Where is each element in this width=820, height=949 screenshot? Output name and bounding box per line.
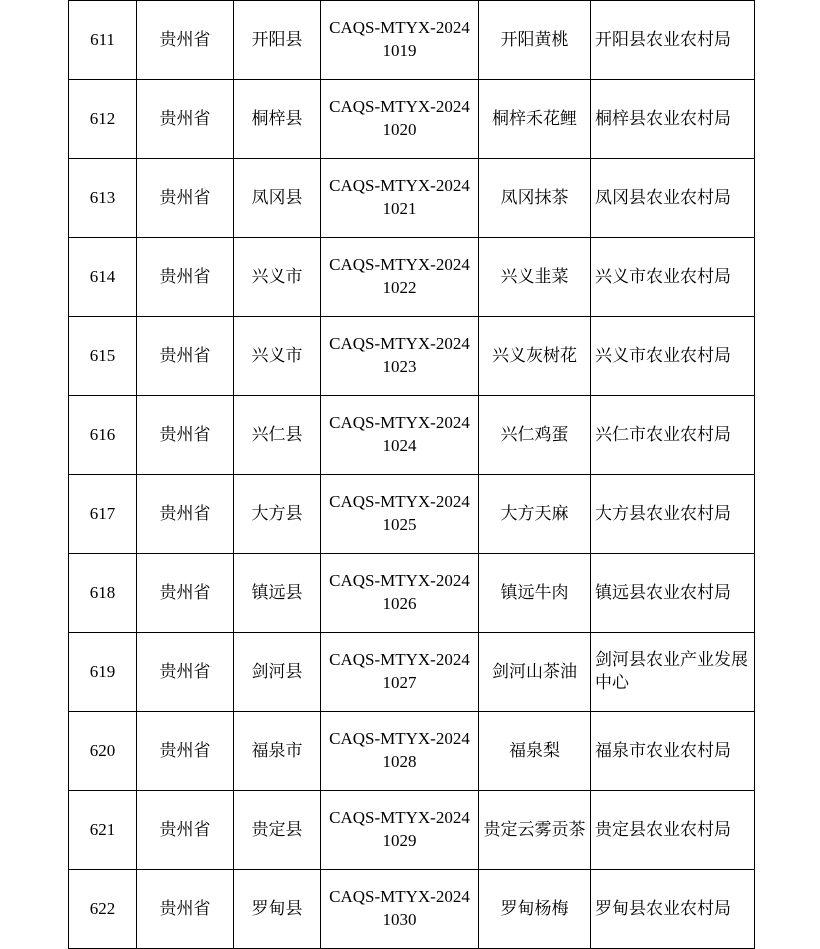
cell-county: 兴仁县 [234,396,321,475]
cell-province: 贵州省 [137,1,234,80]
cell-product: 桐梓禾花鲤 [479,80,591,159]
cell-product: 兴仁鸡蛋 [479,396,591,475]
cell-province: 贵州省 [137,317,234,396]
cell-product: 贵定云雾贡茶 [479,791,591,870]
cell-organization: 罗甸县农业农村局 [591,870,755,949]
cell-organization: 凤冈县农业农村局 [591,159,755,238]
table-body [69,1,755,949]
cell-index: 613 [69,159,137,238]
cell-index: 616 [69,396,137,475]
cell-product: 福泉梨 [479,712,591,791]
table-row [69,159,755,238]
cell-province: 贵州省 [137,159,234,238]
cell-county: 兴义市 [234,238,321,317]
cell-product: 开阳黄桃 [479,1,591,80]
cell-index: 612 [69,80,137,159]
cell-county: 大方县 [234,475,321,554]
table-row [69,238,755,317]
cell-province: 贵州省 [137,396,234,475]
table-row [69,80,755,159]
cell-organization: 兴义市农业农村局 [591,317,755,396]
cell-organization: 镇远县农业农村局 [591,554,755,633]
cell-county: 开阳县 [234,1,321,80]
cell-organization: 贵定县农业农村局 [591,791,755,870]
cell-product: 兴义韭菜 [479,238,591,317]
cell-province: 贵州省 [137,791,234,870]
table-row [69,396,755,475]
cell-code: CAQS-MTYX-20241019 [321,1,479,80]
cell-code: CAQS-MTYX-20241028 [321,712,479,791]
cell-county: 桐梓县 [234,80,321,159]
cell-county: 贵定县 [234,791,321,870]
cell-code: CAQS-MTYX-20241024 [321,396,479,475]
table-row [69,475,755,554]
table-row [69,317,755,396]
cell-province: 贵州省 [137,238,234,317]
cell-code: CAQS-MTYX-20241022 [321,238,479,317]
cell-county: 福泉市 [234,712,321,791]
cell-county: 兴义市 [234,317,321,396]
cell-province: 贵州省 [137,475,234,554]
cell-product: 镇远牛肉 [479,554,591,633]
cell-code: CAQS-MTYX-20241027 [321,633,479,712]
table-row [69,554,755,633]
cell-organization: 福泉市农业农村局 [591,712,755,791]
table-row [69,633,755,712]
cell-product: 大方天麻 [479,475,591,554]
cell-organization: 桐梓县农业农村局 [591,80,755,159]
table-row [69,712,755,791]
cell-index: 611 [69,1,137,80]
cell-product: 凤冈抹茶 [479,159,591,238]
cell-code: CAQS-MTYX-20241023 [321,317,479,396]
cell-province: 贵州省 [137,554,234,633]
cell-organization: 开阳县农业农村局 [591,1,755,80]
cell-code: CAQS-MTYX-20241020 [321,80,479,159]
cell-product: 兴义灰树花 [479,317,591,396]
cell-code: CAQS-MTYX-20241025 [321,475,479,554]
cell-county: 剑河县 [234,633,321,712]
cell-organization: 兴义市农业农村局 [591,238,755,317]
cell-province: 贵州省 [137,712,234,791]
table-row [69,870,755,949]
cell-organization: 大方县农业农村局 [591,475,755,554]
cell-product: 罗甸杨梅 [479,870,591,949]
cell-organization: 剑河县农业产业发展中心 [591,633,755,712]
cell-index: 621 [69,791,137,870]
cell-county: 镇远县 [234,554,321,633]
cell-organization: 兴仁市农业农村局 [591,396,755,475]
cell-index: 614 [69,238,137,317]
cell-product: 剑河山茶油 [479,633,591,712]
cell-county: 凤冈县 [234,159,321,238]
table-row [69,791,755,870]
registration-table [68,0,755,949]
cell-code: CAQS-MTYX-20241030 [321,870,479,949]
table-row [69,1,755,80]
cell-index: 618 [69,554,137,633]
cell-province: 贵州省 [137,80,234,159]
cell-county: 罗甸县 [234,870,321,949]
cell-province: 贵州省 [137,633,234,712]
cell-index: 620 [69,712,137,791]
cell-code: CAQS-MTYX-20241026 [321,554,479,633]
cell-code: CAQS-MTYX-20241021 [321,159,479,238]
cell-index: 622 [69,870,137,949]
cell-index: 617 [69,475,137,554]
cell-province: 贵州省 [137,870,234,949]
cell-index: 619 [69,633,137,712]
cell-code: CAQS-MTYX-20241029 [321,791,479,870]
cell-index: 615 [69,317,137,396]
